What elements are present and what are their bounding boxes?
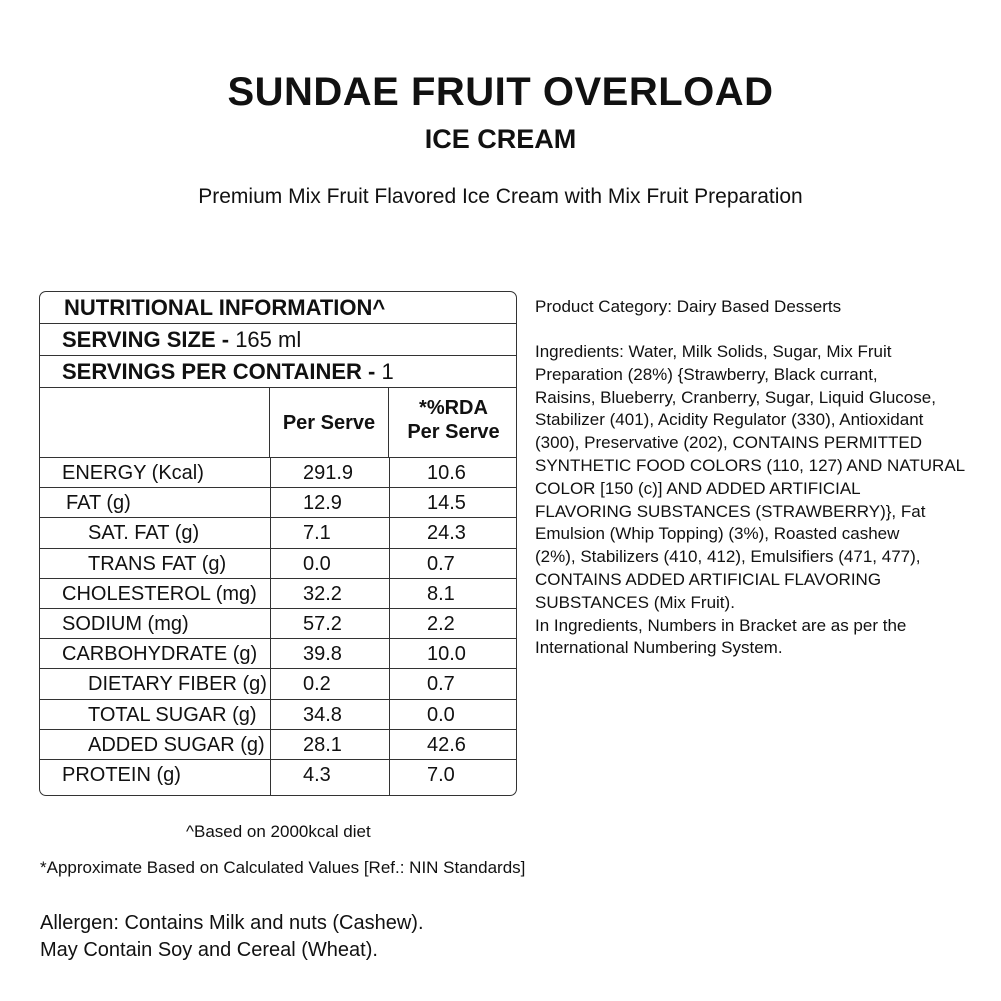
ingredients-line: SYNTHETIC FOOD COLORS (110, 127) AND NATURAL	[535, 455, 966, 475]
ingredients-line: Raisins, Blueberry, Cranberry, Sugar, Liquid Glucose,	[535, 387, 936, 407]
servings-label: SERVINGS PER CONTAINER -	[62, 359, 382, 384]
approximation-footnote: *Approximate Based on Calculated Values [Ref.: NIN Standards]	[40, 858, 526, 877]
ingredients-line: Ingredients: Water, Milk Solids, Sugar, Mix Fruit	[535, 342, 892, 361]
rda-value: 10.6	[427, 462, 466, 484]
per-serve-value: 32.2	[303, 582, 342, 605]
ingredients-line: (300), Preservative (202), CONTAINS PERMITTED	[535, 433, 922, 453]
column-header-nutrient	[40, 388, 270, 458]
nutrient-label: ENERGY (Kcal)	[62, 462, 204, 484]
per-serve-value: 57.2	[303, 613, 342, 635]
product-title: SUNDAE FRUIT OVERLOAD	[227, 70, 774, 114]
nutrient-label: PROTEIN (g)	[62, 764, 181, 786]
ingredients-line: Stabilizer (401), Acidity Regulator (330), Antioxidant	[535, 410, 924, 430]
rda-value: 42.6	[427, 733, 466, 756]
per-serve-value: 0.0	[303, 552, 331, 575]
table-row	[40, 639, 516, 669]
nutrient-label: SAT. FAT (g)	[88, 522, 200, 545]
ingredients-line: Emulsion (Whip Topping) (3%), Roasted cashew	[535, 524, 900, 544]
rda-header-line2: Per Serve	[407, 421, 500, 443]
ingredients-line: (2%), Stabilizers (410, 412), Emulsifiers (471, 477),	[535, 547, 921, 567]
table-row	[40, 549, 516, 579]
product-category: Product Category: Dairy Based Desserts	[535, 297, 842, 316]
per-serve-value: 12.9	[303, 492, 342, 515]
table-row	[40, 609, 516, 639]
nutrient-label: TRANS FAT (g)	[88, 552, 227, 575]
rda-value: 2.2	[427, 613, 455, 635]
serving-size-value: 165 ml	[235, 327, 302, 352]
nutrition-table	[39, 291, 517, 796]
column-header-per-serve: Per Serve	[270, 388, 389, 458]
rda-value: 0.0	[427, 703, 455, 726]
ingredients-text	[535, 341, 975, 660]
allergen-line: May Contain Soy and Cereal (Wheat).	[40, 939, 378, 961]
table-row	[40, 488, 516, 518]
table-row	[40, 579, 516, 609]
table-row	[40, 518, 516, 548]
nutrient-label: FAT (g)	[66, 492, 131, 515]
nutrient-label: CARBOHYDRATE (g)	[62, 643, 258, 666]
product-tagline: Premium Mix Fruit Flavored Ice Cream with Mix Fruit Preparation	[198, 185, 803, 208]
serving-size-label: SERVING SIZE -	[62, 327, 236, 352]
per-serve-value: 28.1	[303, 733, 342, 756]
serving-size-row	[40, 324, 516, 356]
product-subtitle: ICE CREAM	[424, 124, 577, 154]
allergen-info	[40, 910, 424, 964]
column-header-rda	[389, 388, 517, 458]
per-serve-value: 7.1	[303, 522, 331, 545]
ingredients-line: COLOR [150 (c)] AND ADDED ARTIFICIAL	[535, 478, 861, 498]
rda-value: 8.1	[427, 582, 455, 605]
servings-value: 1	[381, 359, 394, 384]
rda-value: 24.3	[427, 522, 466, 545]
table-row	[40, 760, 516, 790]
rda-value: 7.0	[427, 764, 455, 786]
diet-footnote: ^Based on 2000kcal diet	[186, 822, 371, 841]
rda-header-line1: *%RDA	[419, 397, 488, 419]
per-serve-value: 39.8	[303, 643, 342, 666]
ingredients-line: In Ingredients, Numbers in Bracket are as per the	[535, 615, 907, 635]
nutrient-label: CHOLESTEROL (mg)	[62, 582, 257, 605]
nutrient-label: DIETARY FIBER (g)	[88, 673, 267, 696]
rda-value: 0.7	[427, 552, 455, 575]
ingredients-line: SUBSTANCES (Mix Fruit).	[535, 592, 735, 612]
nutrient-label: SODIUM (mg)	[62, 613, 189, 635]
table-row	[40, 700, 516, 730]
ingredients-line: Preparation (28%) {Strawberry, Black currant,	[535, 364, 878, 384]
nutrient-label: TOTAL SUGAR (g)	[88, 703, 257, 726]
nutrition-heading-text: NUTRITIONAL INFORMATION^	[64, 295, 386, 320]
nutrition-heading	[40, 292, 516, 324]
per-serve-value: 291.9	[303, 462, 354, 484]
ingredients-line: CONTAINS ADDED ARTIFICIAL FLAVORING	[535, 569, 882, 589]
servings-per-container-row	[40, 356, 516, 388]
per-serve-value: 34.8	[303, 703, 342, 726]
table-row	[40, 458, 516, 488]
table-row	[40, 730, 516, 760]
ingredients-line: International Numbering System.	[535, 638, 783, 658]
table-row	[40, 669, 516, 699]
per-serve-value: 4.3	[303, 764, 331, 786]
rda-value: 14.5	[427, 492, 466, 515]
allergen-line: Allergen: Contains Milk and nuts (Cashew).	[40, 912, 424, 934]
rda-value: 10.0	[427, 643, 466, 666]
nutrient-label: ADDED SUGAR (g)	[88, 733, 265, 756]
per-serve-value: 0.2	[303, 673, 331, 696]
rda-value: 0.7	[427, 673, 455, 696]
ingredients-line: FLAVORING SUBSTANCES (STRAWBERRY)}, Fat	[535, 501, 926, 521]
